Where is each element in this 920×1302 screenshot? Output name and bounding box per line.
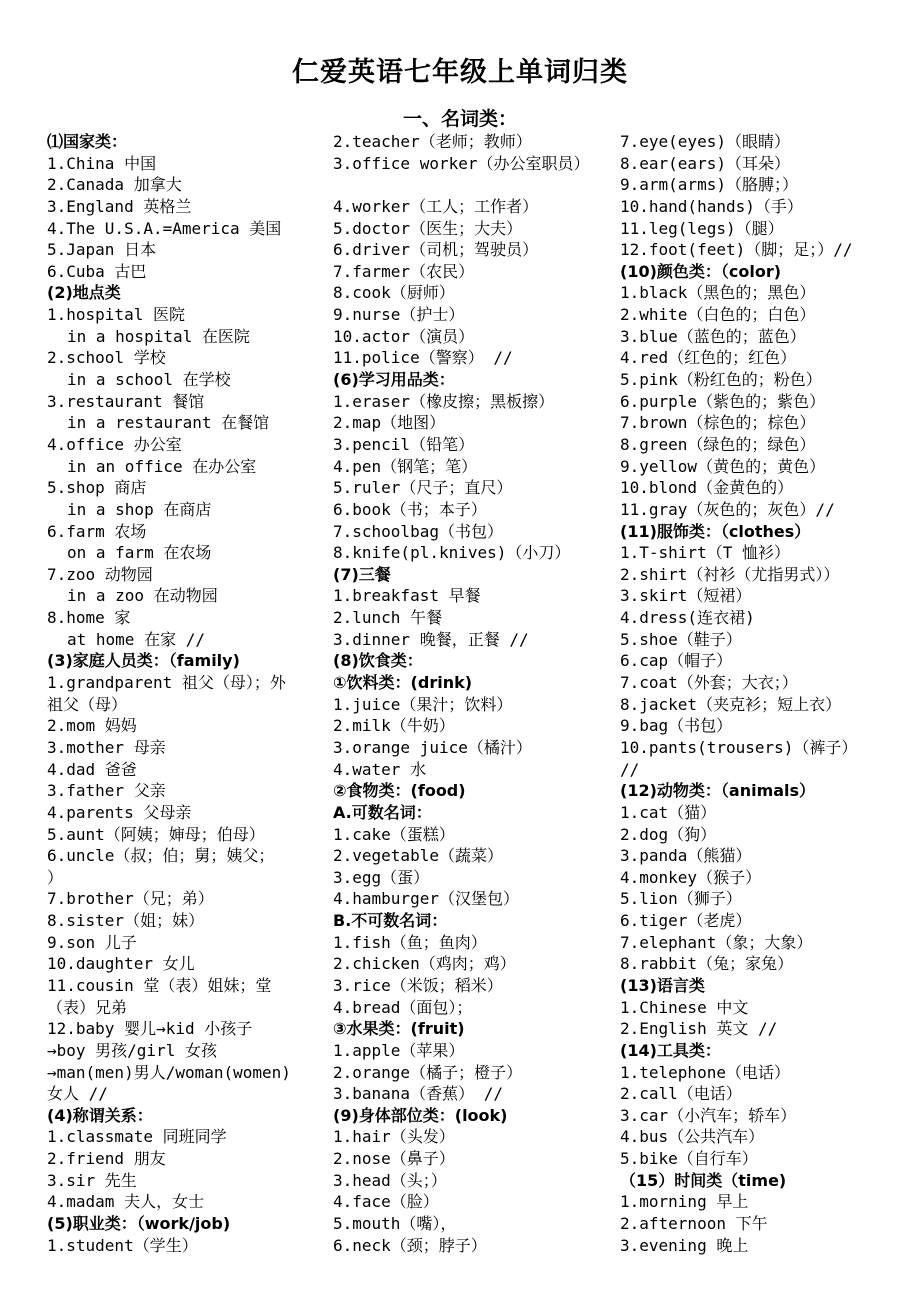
word-entry: 7.elephant（象；大象） — [620, 932, 813, 952]
category-heading: (7)三餐 — [333, 564, 391, 584]
category-heading: (4)称谓关系： — [47, 1105, 153, 1125]
word-entry: 3.orange juice（橘汁） — [333, 737, 532, 757]
word-entry: 4.monkey（猴子） — [620, 867, 762, 887]
word-entry: 2.dog（狗） — [620, 824, 717, 844]
category-heading: （15）时间类（time) — [620, 1170, 787, 1190]
word-entry: 1.telephone（电话） — [620, 1062, 790, 1082]
word-entry: 3.mother 母亲 — [47, 737, 166, 757]
word-entry: 4.hamburger（汉堡包） — [333, 889, 519, 909]
section-heading: 一、名词类： — [402, 108, 517, 130]
category-heading: (13)语言类 — [620, 975, 705, 995]
word-entry: 7.schoolbag（书包） — [333, 521, 503, 541]
word-entry: 6.neck（颈；脖子） — [333, 1235, 487, 1255]
page-title: 仁爱英语七年级上单词归类 — [292, 57, 628, 88]
word-entry: 1.fish（鱼；鱼肉） — [333, 932, 487, 952]
word-entry: ） — [47, 867, 64, 887]
word-entry: in a restaurant 在餐馆 — [67, 413, 270, 433]
word-entry: 2.vegetable（蔬菜） — [333, 846, 503, 866]
word-entry: 10.pants(trousers)（裤子） — [620, 737, 858, 757]
word-entry: 1.apple（苹果） — [333, 1040, 465, 1060]
word-entry: 1.student（学生） — [47, 1235, 198, 1255]
word-entry: 6.farm 农场 — [47, 521, 147, 541]
word-entry: 6.driver（司机；驾驶员） — [333, 240, 539, 260]
word-entry: 3.rice（米饭；稻米） — [333, 975, 503, 995]
word-entry: 2.lunch 午餐 — [333, 608, 443, 628]
word-entry: 5.aunt（阿姨；婶母；伯母） — [47, 824, 265, 844]
word-entry: 8.rabbit（兔；家兔） — [620, 954, 794, 974]
word-entry: 4.red（红色的；红色） — [620, 348, 797, 368]
word-entry: 3.blue（蓝色的；蓝色） — [620, 326, 806, 346]
word-entry: 3.father 父亲 — [47, 781, 166, 801]
word-entry: 2.milk（牛奶） — [333, 716, 455, 736]
category-heading: (14)工具类： — [620, 1040, 721, 1060]
word-entry: 2.white（白色的；白色） — [620, 305, 816, 325]
word-entry: 7.farmer（农民） — [333, 261, 475, 281]
word-entry: 4.The U.S.A.=America 美国 — [47, 218, 282, 238]
word-entry: 6.tiger（老虎） — [620, 911, 752, 931]
word-entry: 1.juice（果汁；饮料） — [333, 694, 513, 714]
category-heading: (6)学习用品类： — [333, 370, 455, 390]
word-entry: 6.purple（紫色的；紫色） — [620, 391, 826, 411]
word-entry: 11.gray（灰色的；灰色）// — [620, 499, 835, 519]
word-entry: 2.teacher（老师；教师） — [333, 132, 532, 151]
word-entry: 1.hair（头发） — [333, 1127, 455, 1147]
word-entry: 2.call（电话） — [620, 1084, 742, 1104]
category-heading: (11)服饰类：（clothes） — [620, 521, 811, 541]
word-entry: 2.orange（橘子；橙子） — [333, 1062, 523, 1082]
word-entry: 4.bus（公共汽车） — [620, 1127, 765, 1147]
word-entry: 5.shop 商店 — [47, 478, 147, 498]
category-heading: (8)饮食类： — [333, 651, 423, 671]
column-3 — [620, 131, 882, 1256]
category-heading: (5)职业类：（work/job) — [47, 1214, 231, 1234]
word-entry: 1.China 中国 — [47, 153, 157, 173]
word-entry: 3.car（小汽车；轿车） — [620, 1105, 797, 1125]
word-entry: 2.chicken（鸡肉；鸡） — [333, 954, 516, 974]
word-entry: 6.Cuba 古巴 — [47, 261, 147, 281]
word-entry: 8.home 家 — [47, 608, 131, 628]
word-entry: （表）兄弟 — [47, 997, 128, 1017]
word-entry: 5.doctor（医生；大夫） — [333, 218, 523, 238]
word-entry: 1.Chinese 中文 — [620, 997, 749, 1017]
word-entry: 4.worker（工人；工作者） — [333, 196, 539, 216]
word-entry: 2.map（地图） — [333, 413, 446, 433]
word-entry: 3.banana（香蕉） // — [333, 1084, 503, 1104]
word-entry: 2.mom 妈妈 — [47, 716, 137, 736]
word-entry: 7.zoo 动物园 — [47, 564, 153, 584]
word-entry: 1.cake（蛋糕） — [333, 824, 455, 844]
word-entry: 10.hand(hands)（手） — [620, 196, 803, 216]
word-entry: 11.cousin 堂（表）姐妹；堂 — [47, 975, 272, 995]
word-entry: 5.shoe（鞋子） — [620, 629, 742, 649]
word-entry: 1.T-shirt（T 恤衫） — [620, 543, 790, 563]
word-entry: in an office 在办公室 — [67, 456, 257, 476]
word-entry: 2.English 英文 // — [620, 1019, 778, 1039]
word-entry: 8.jacket（夹克衫；短上衣） — [620, 694, 842, 714]
word-entry: in a school 在学校 — [67, 370, 231, 390]
word-entry: 3.head（头；） — [333, 1170, 447, 1190]
word-entry: 1.grandparent 祖父（母）；外 — [47, 673, 286, 693]
word-entry: 12.baby 婴儿→kid 小孩子 — [47, 1019, 253, 1039]
word-entry: 2.afternoon 下午 — [620, 1214, 768, 1234]
word-entry: 3.evening 晚上 — [620, 1235, 749, 1255]
word-entry: 11.leg(legs)（腿） — [620, 218, 784, 238]
word-entry: →man(men)男人/woman(women) — [47, 1062, 291, 1082]
word-entry: 1.hospital 医院 — [47, 305, 185, 325]
category-heading: (10)颜色类：（color) — [620, 261, 782, 281]
word-entry: 8.knife(pl.knives)（小刀） — [333, 543, 571, 563]
word-entry: 4.pen（钢笔；笔） — [333, 456, 478, 476]
category-heading: ①饮料类：(drink) — [333, 673, 473, 693]
word-entry: 6.cap（帽子） — [620, 651, 733, 671]
category-heading: (2)地点类 — [47, 283, 121, 303]
word-entry: 9.bag（书包） — [620, 716, 733, 736]
word-entry: 5.pink（粉红色的；粉色） — [620, 370, 822, 390]
word-entry: 4.parents 父母亲 — [47, 802, 192, 822]
word-entry: 4.water 水 — [333, 759, 427, 779]
word-entry: 5.lion（狮子） — [620, 889, 742, 909]
word-entry: 3.sir 先生 — [47, 1170, 137, 1190]
word-entry: 1.eraser（橡皮擦；黑板擦） — [333, 391, 555, 411]
word-entry: 3.dinner 晚餐，正餐 // — [333, 629, 529, 649]
word-entry: 2.shirt（衬衫（尤指男式）） — [620, 564, 840, 584]
word-entry: 3.panda（熊猫） — [620, 846, 752, 866]
word-entry: 5.ruler（尺子；直尺） — [333, 478, 513, 498]
word-entry: 7.eye(eyes)（眼睛） — [620, 132, 790, 151]
word-entry: in a shop 在商店 — [67, 499, 212, 519]
word-entry: // — [620, 759, 640, 779]
word-entry: 10.actor（演员） — [333, 326, 475, 346]
word-entry: 7.coat（外套；大衣；） — [620, 673, 798, 693]
word-entry: 5.mouth（嘴）， — [333, 1214, 457, 1234]
category-heading: ⑴国家类： — [47, 132, 128, 151]
word-entry: 8.green（绿色的；绿色） — [620, 434, 816, 454]
word-entry: in a zoo 在动物园 — [67, 586, 218, 606]
word-entry: 4.madam 夫人，女士 — [47, 1192, 205, 1212]
word-entry — [333, 174, 591, 196]
word-entry: 2.school 学校 — [47, 348, 166, 368]
word-entry: 4.office 办公室 — [47, 434, 182, 454]
word-entry: 4.dad 爸爸 — [47, 759, 137, 779]
category-heading: (9)身体部位类：(look) — [333, 1105, 508, 1125]
word-entry: →boy 男孩/girl 女孩 — [47, 1040, 217, 1060]
word-entry: 3.office worker（办公室职员） — [333, 153, 590, 173]
category-heading: ③水果类：(fruit) — [333, 1019, 465, 1039]
word-entry: 3.England 英格兰 — [47, 196, 192, 216]
word-entry: 4.bread（面包）； — [333, 997, 473, 1017]
word-entry: 4.dress(连衣裙) — [620, 608, 755, 628]
category-heading: B.不可数名词： — [333, 911, 448, 931]
word-entry: 7.brother（兄；弟） — [47, 889, 214, 909]
word-entry: 6.book（书；本子） — [333, 499, 487, 519]
column-2 — [333, 131, 591, 1256]
word-entry: 1.classmate 同班同学 — [47, 1127, 227, 1147]
category-heading: ②食物类：(food) — [333, 781, 466, 801]
word-entry: on a farm 在农场 — [67, 543, 212, 563]
word-entry: 1.breakfast 早餐 — [333, 586, 481, 606]
word-entry: 8.cook（厨师） — [333, 283, 455, 303]
word-entry: 10.daughter 女儿 — [47, 954, 195, 974]
word-entry: 10.blond（金黄色的） — [620, 478, 794, 498]
word-entry: 7.brown（棕色的；棕色） — [620, 413, 816, 433]
word-entry: 1.cat（猫） — [620, 802, 717, 822]
word-entry: 12.foot(feet)（脚；足；）// — [620, 240, 853, 260]
word-entry: 3.egg（蛋） — [333, 867, 430, 887]
word-entry: 9.son 儿子 — [47, 932, 137, 952]
word-entry: 2.nose（鼻子） — [333, 1149, 455, 1169]
word-entry: 9.yellow（黄色的；黄色） — [620, 456, 826, 476]
word-entry: 3.skirt（短裙） — [620, 586, 752, 606]
category-heading: (3)家庭人员类：（family) — [47, 651, 240, 671]
word-entry: 3.restaurant 餐馆 — [47, 391, 205, 411]
word-entry: 5.Japan 日本 — [47, 240, 157, 260]
column-1 — [47, 131, 299, 1256]
word-entry: 9.arm(arms)（胳膊；） — [620, 175, 798, 195]
category-heading: A.可数名词： — [333, 802, 432, 822]
word-entry: 5.bike（自行车） — [620, 1149, 758, 1169]
word-entry: in a hospital 在医院 — [67, 326, 250, 346]
word-entry: 4.face（脸） — [333, 1192, 439, 1212]
category-heading: (12)动物类：（animals） — [620, 781, 816, 801]
word-entry: 8.sister（姐；妹） — [47, 911, 205, 931]
word-entry: 女人 // — [47, 1084, 108, 1104]
word-entry: 6.uncle（叔；伯；舅；姨父； — [47, 846, 275, 866]
word-entry: 2.friend 朋友 — [47, 1149, 166, 1169]
word-entry: 3.pencil（铅笔） — [333, 434, 475, 454]
word-entry: at home 在家 // — [67, 629, 205, 649]
word-entry: 8.ear(ears)（耳朵） — [620, 153, 790, 173]
word-entry: 1.morning 早上 — [620, 1192, 749, 1212]
word-entry: 祖父（母） — [47, 694, 128, 714]
word-entry: 2.Canada 加拿大 — [47, 175, 182, 195]
word-entry: 1.black（黑色的；黑色） — [620, 283, 816, 303]
word-entry: 9.nurse（护士） — [333, 305, 465, 325]
word-entry: 11.police（警察） // — [333, 348, 513, 368]
